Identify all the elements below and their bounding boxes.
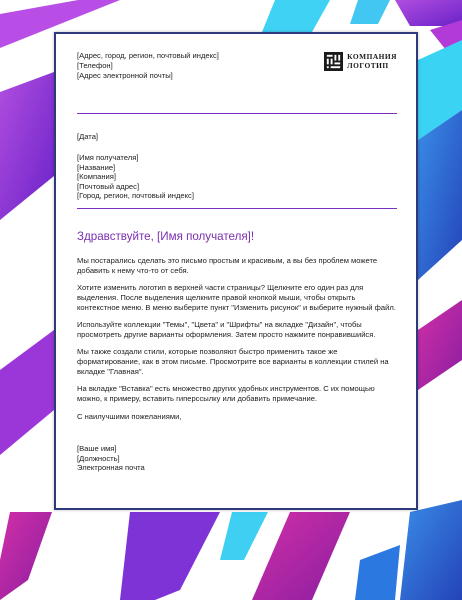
recipient-company[interactable]: [Компания] (77, 172, 116, 182)
divider-bottom (77, 208, 397, 209)
divider-top (77, 113, 397, 114)
recipient-address[interactable]: [Почтовый адрес] (77, 181, 140, 191)
stripe-shape (395, 0, 462, 26)
stripe-shape (262, 0, 330, 32)
closing[interactable]: С наилучшими пожеланиями, (77, 411, 182, 421)
stripe-shape (252, 512, 350, 600)
body-paragraph[interactable]: Используйте коллекции "Темы", "Цвета" и "Шрифты" на вкладке "Дизайн", чтобы просмотреть другие варианты оформления. Затем просто нажмите понравившийся. (77, 320, 376, 339)
recipient-title[interactable]: [Название] (77, 162, 116, 172)
logo-text (347, 53, 397, 70)
stripe-shape (418, 300, 462, 390)
maze-square-icon (324, 52, 343, 71)
signature-block (77, 444, 145, 473)
body-paragraph[interactable]: Мы также создали стили, которые позволяют быстро применить такое же форматирование, как в этом письме. Просмотрите все варианты в коллекции стилей на вкладке "Главная". (77, 347, 389, 376)
letter-content (77, 51, 397, 473)
stripe-shape (220, 512, 268, 560)
letter-body (77, 256, 397, 429)
stripe-shape (355, 545, 400, 600)
stripe-shape (0, 512, 52, 600)
stripe-shape (120, 512, 220, 600)
company-logo[interactable] (324, 52, 397, 71)
signature-email[interactable]: Электронная почта (77, 463, 145, 473)
sender-phone[interactable]: [Телефон] (77, 61, 113, 70)
stripe-shape (0, 330, 54, 455)
recipient-block (77, 153, 397, 201)
stripe-shape (0, 72, 54, 220)
recipient-name[interactable]: [Имя получателя] (77, 153, 139, 162)
signature-position[interactable]: [Должность] (77, 453, 120, 463)
recipient-city[interactable]: [Город, регион, почтовый индекс] (77, 191, 194, 201)
sender-address[interactable]: [Адрес, город, регион, почтовый индекс] (77, 51, 219, 60)
signature-name[interactable]: [Ваше имя] (77, 444, 117, 453)
body-paragraph[interactable]: Хотите изменить логотип в верхней части страницы? Щелкните его один раз для выделения. После выделения щелкните правой кнопкой мыши, чтобы открыть контекстное меню. В меню выберите пункт "Изменить рисунок" и выберите нужный файл. (77, 283, 396, 312)
logo-line-2: ЛОГОТИП (347, 60, 389, 70)
body-paragraph[interactable]: Мы постарались сделать это письмо простым и красивым, а вы без проблем можете добавить к нему что-то от себя. (77, 256, 378, 275)
sender-email[interactable]: [Адрес электронной почты] (77, 71, 173, 80)
stripe-shape (418, 110, 462, 280)
body-paragraph[interactable]: На вкладке "Вставка" есть множество других удобных инструментов. С их помощью можно, к примеру, вставить гиперссылку или добавить примечание. (77, 384, 375, 404)
letter-page (54, 32, 418, 510)
greeting[interactable]: Здравствуйте, [Имя получателя]! (77, 230, 255, 243)
date[interactable]: [Дата] (77, 132, 99, 141)
stripe-shape (400, 500, 462, 600)
logo-line-1: КОМПАНИЯ (347, 51, 397, 61)
stripe-shape (350, 0, 390, 24)
